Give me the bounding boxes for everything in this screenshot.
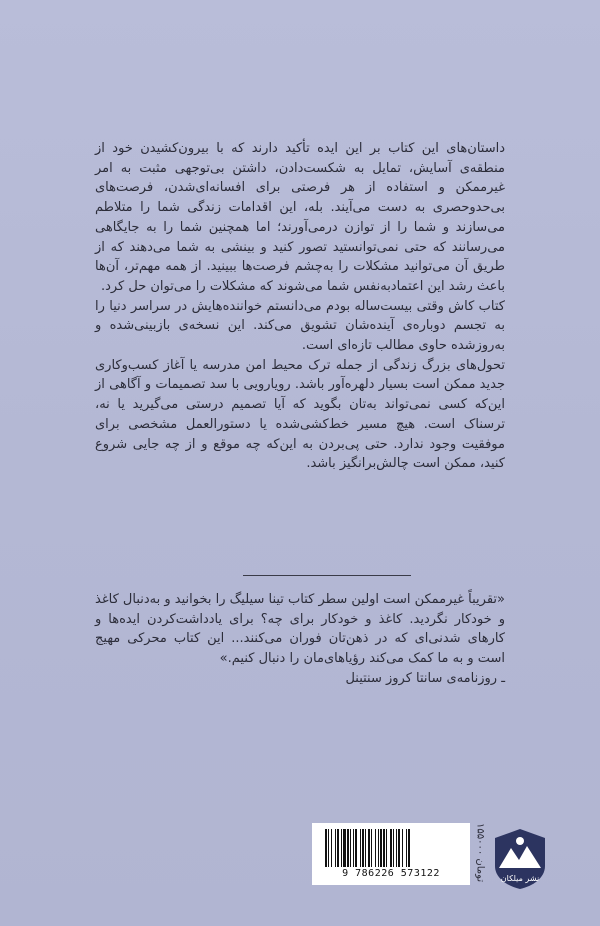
- review-block: [95, 590, 505, 689]
- barcode-bar: [396, 829, 397, 867]
- barcode-bar: [343, 829, 346, 867]
- barcode-bar: [383, 829, 385, 867]
- barcode-bar: [398, 829, 400, 867]
- barcode-bar: [355, 829, 357, 867]
- barcode-bars: [323, 829, 459, 867]
- review-source: ـ روزنامه‌ی سانتا کروز سنتینل: [345, 670, 505, 686]
- price-label: ۱۵۵۰۰۰ تومان: [474, 823, 486, 883]
- barcode-bar: [350, 829, 351, 867]
- isbn-number: 9 786226 573122: [342, 868, 440, 879]
- barcode-bar: [360, 829, 361, 867]
- barcode-bar: [362, 829, 364, 867]
- paragraph-2: کتاب کاش وقتی بیست‌ساله بودم می‌دانستم خواننده‌هایش در سراسر دنیا را به تجسم دوباره‌ی آینده‌شان تشویق می‌کند. این نسخه‌ی بازبینی‌شده و به‌روزشده حاوی مطالب تازه‌ای است.: [95, 298, 505, 354]
- barcode-bar: [365, 829, 366, 867]
- barcode: [312, 823, 470, 885]
- logo-sun-shape: [516, 837, 524, 845]
- publisher-name: نشر میلکان: [500, 874, 540, 883]
- barcode-bar: [325, 829, 327, 867]
- barcode-bar: [375, 829, 376, 867]
- barcode-bar: [331, 829, 332, 867]
- review-quote: «تقریباً غیرممکن است اولین سطر کتاب تینا سیلیگ را بخوانید و به‌دنبال کاغذ و خودکار نگردید. کاغذ و خودکار برای چه؟ برای یادداشت‌کردن ایده‌ها و کارهای شدنی‌ای که در ذهن‌تان فوران می‌کنند... این کتاب محرکی مهیج است و به ما کمک می‌کند رؤیاهای‌مان را دنبال کنیم.»: [95, 592, 505, 667]
- paragraph-1: داستان‌های این کتاب بر این ایده تأکید دارند که با بیرون‌کشیدن خود از منطقه‌ی آسایش، تمایل به شکست‌دادن، داشتن بی‌توجهی مثبت به امر غیرممکن و استفاده از هر فرصتی برای افسانه‌ای‌شدن، فرصت‌های بی‌حدوحصری به دست می‌آیند. بله، این اقدامات زندگی شما را متلاطم می‌سازند و شما را از توازن درمی‌آورند؛ اما همچنین شما را به جایگاهی می‌رسانند که حتی نمی‌توانستید تصور کنید و بینشی به شما می‌دهند که از طریق آن می‌توانید مشکلات را به‌چشم فرصت‌ها ببینید. از همه مهم‌تر، آن‌ها باعث رشد این اعتمادبه‌نفس شما می‌شوند که مشکلات را می‌توان حل کرد.: [95, 141, 505, 294]
- barcode-bar: [380, 829, 382, 867]
- barcode-bar: [402, 829, 403, 867]
- barcode-bar: [406, 829, 407, 867]
- barcode-bar: [390, 829, 392, 867]
- barcode-bar: [353, 829, 354, 867]
- barcode-bar: [408, 829, 410, 867]
- barcode-bar: [335, 829, 336, 867]
- barcode-bar: [328, 829, 329, 867]
- description-text: [95, 139, 505, 474]
- barcode-bar: [347, 829, 349, 867]
- barcode-bar: [337, 829, 339, 867]
- barcode-bar: [368, 829, 370, 867]
- barcode-bar: [378, 829, 379, 867]
- barcode-bar: [341, 829, 342, 867]
- barcode-bar: [393, 829, 394, 867]
- barcode-bar: [386, 829, 387, 867]
- paragraph-3: تحول‌های بزرگ زندگی از جمله ترک محیط امن مدرسه یا آغاز کسب‌وکاری جدید ممکن است بسیار دلهره‌آور باشد. رویارویی با سد تصمیمات و آگاهی از این‌که کسی نمی‌تواند به‌تان بگوید که آیا تصمیم درستی می‌گیرید یا نه، ترسناک است. هیچ مسیر خط‌کشی‌شده یا دستورالعمل مشخصی برای موفقیت وجود ندارد. حتی پی‌بردن به این‌که چه موقع و از چه جایی شروع کنید، ممکن است چالش‌برانگیز باشد.: [95, 357, 505, 472]
- barcode-bar: [371, 829, 372, 867]
- section-divider: [243, 575, 411, 576]
